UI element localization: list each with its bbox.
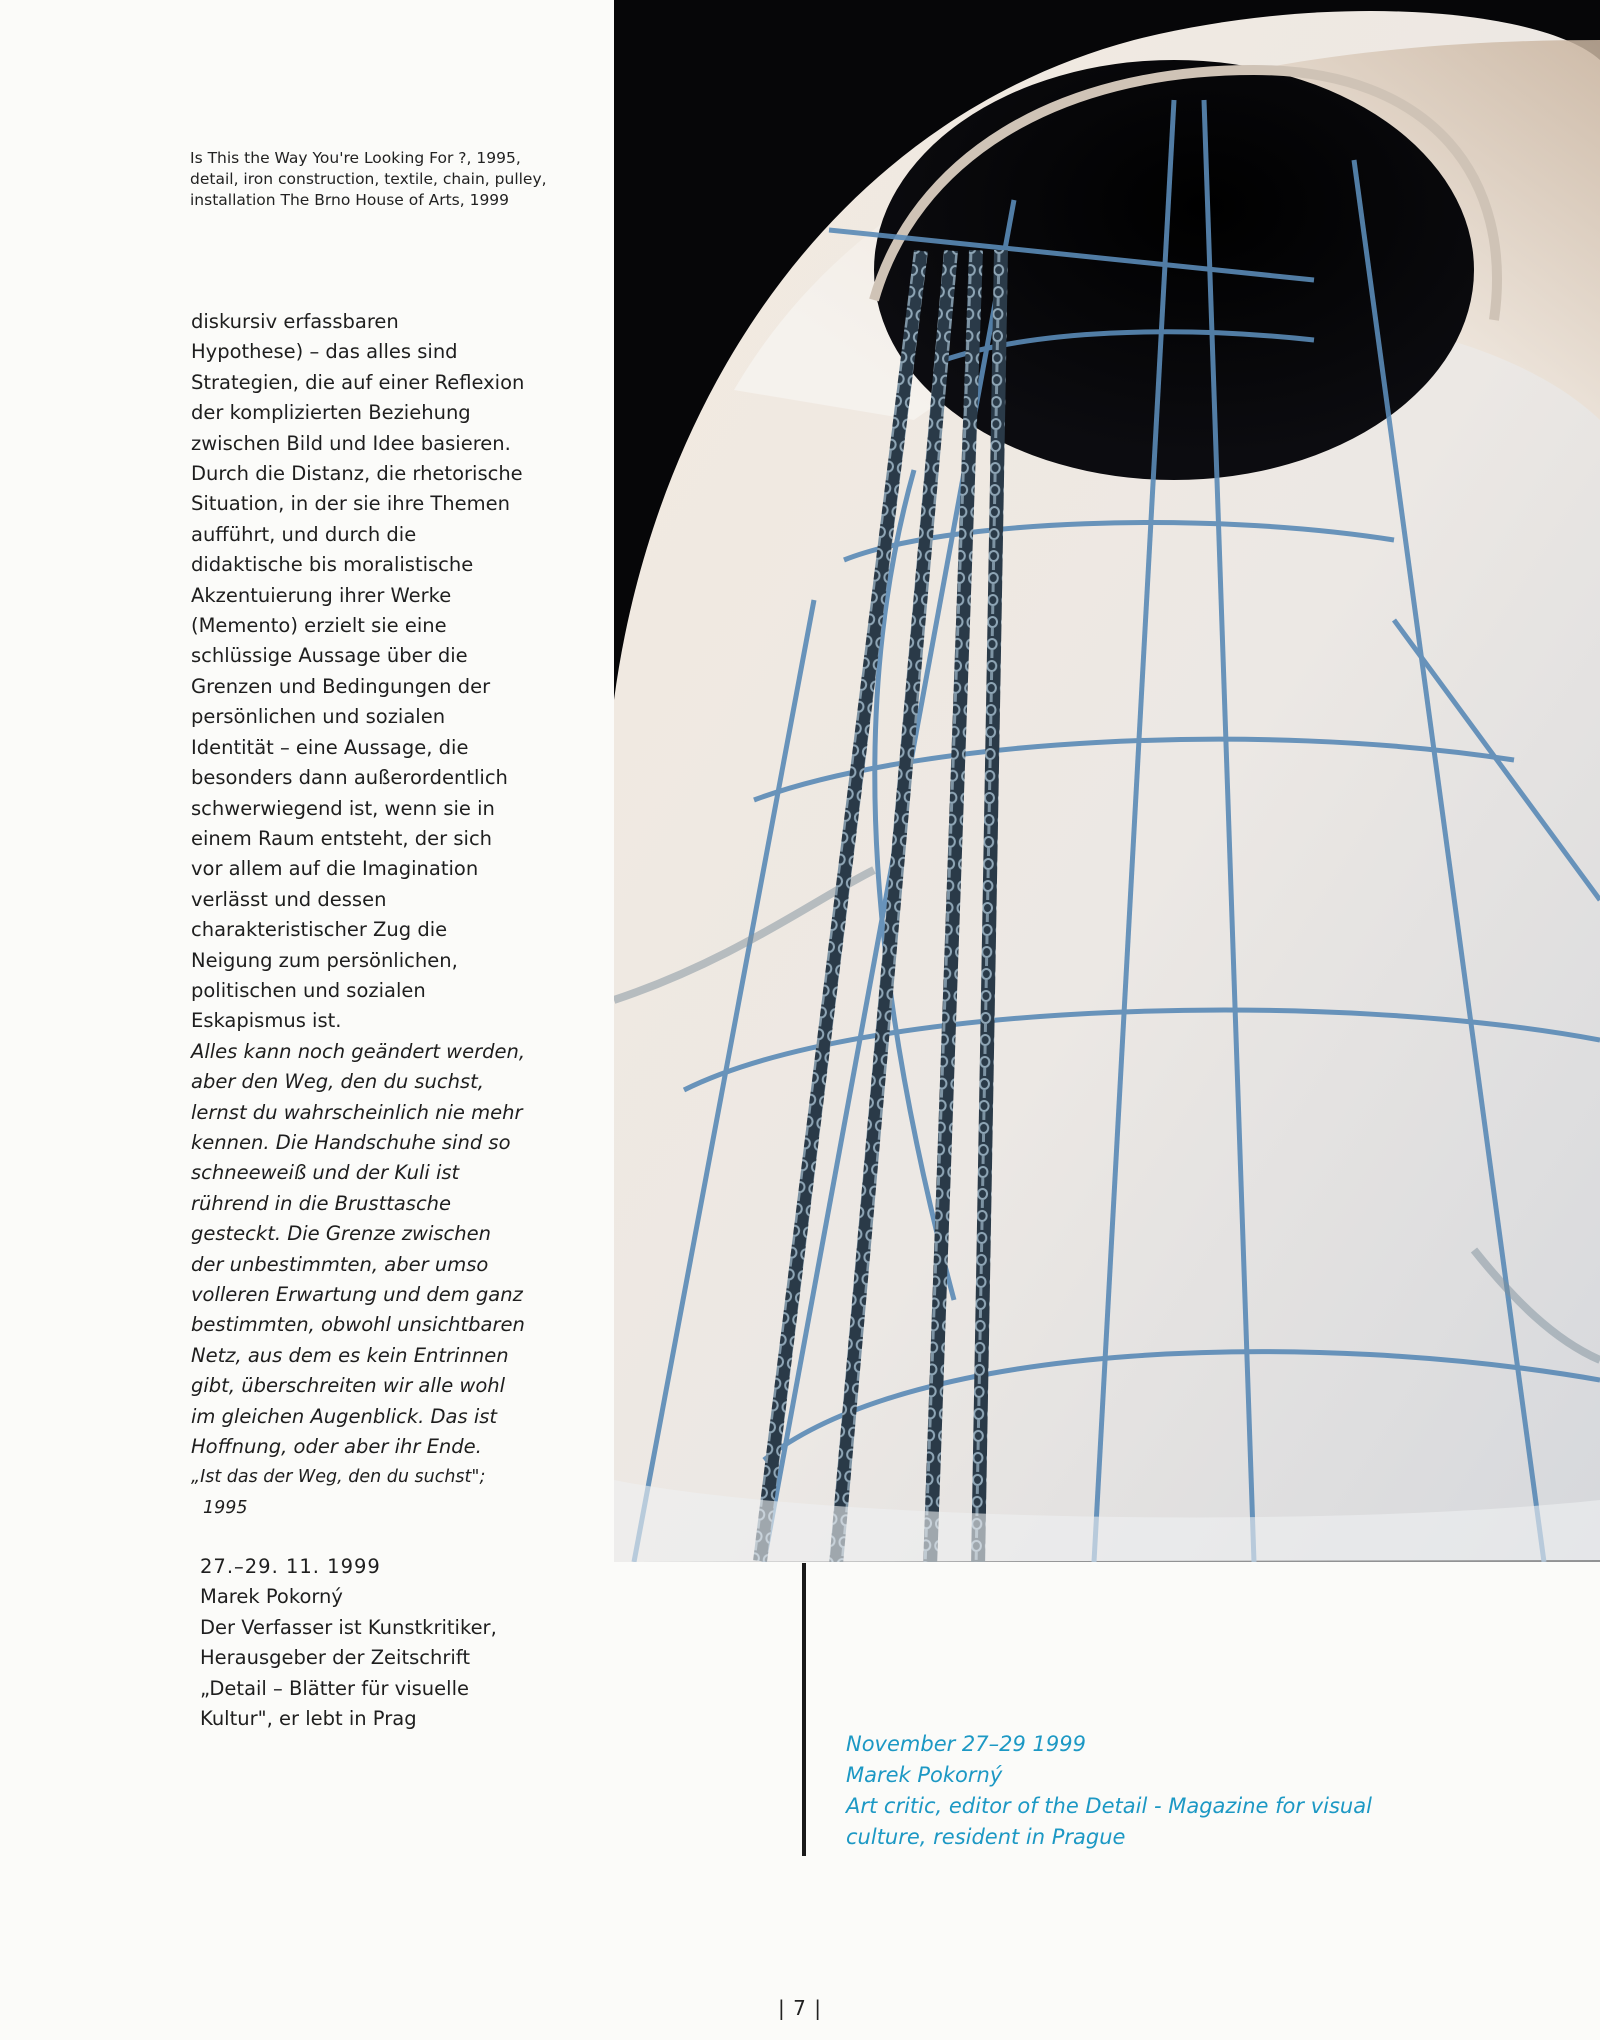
- text-line: Situation, in der sie ihre Themen: [191, 492, 511, 516]
- text-line: der komplizierten Beziehung: [191, 401, 471, 425]
- quote-line: volleren Erwartung und dem ganz: [191, 1283, 523, 1306]
- german-essay-text: [191, 307, 591, 1523]
- text-line: didaktische bis moralistische: [191, 553, 474, 577]
- text-line: diskursiv erfassbaren: [191, 310, 399, 333]
- quote-line: gesteckt. Die Grenze zwischen: [191, 1222, 491, 1246]
- quote-line: Netz, aus dem es kein Entrinnen: [191, 1343, 509, 1367]
- text-line: Strategien, die auf einer Reflexion: [191, 370, 525, 394]
- text-line: Durch die Distanz, die rhetorische: [191, 462, 523, 486]
- caption-line: installation The Brno House of Arts, 1999: [190, 191, 510, 209]
- caption-line: detail, iron construction, textile, chain, pulley,: [190, 170, 547, 188]
- text-line: politischen und sozialen: [191, 978, 426, 1002]
- text-line: schwerwiegend ist, wenn sie in: [191, 796, 495, 820]
- quote-line: Hoffnung, oder aber ihr Ende.: [191, 1435, 482, 1459]
- author-name: Marek Pokorný: [200, 1585, 343, 1609]
- text-line: Identität – eine Aussage, die: [191, 735, 469, 759]
- text-line: Eskapismus ist.: [191, 1009, 342, 1033]
- text-line: Grenzen und Bedingungen der: [191, 674, 491, 698]
- german-author-block: [200, 1552, 590, 1734]
- quote-line: rührend in die Brusttasche: [191, 1191, 452, 1215]
- text-line: aufführt, und durch die: [191, 522, 417, 546]
- quote-line: Alles kann noch geändert werden,: [191, 1039, 526, 1063]
- artwork-illustration: [614, 0, 1600, 1562]
- english-bio-line: Art critic, editor of the Detail - Magazine for visual: [846, 1794, 1372, 1818]
- page-number: | 7 |: [778, 1996, 822, 2020]
- text-line: einem Raum entsteht, der sich: [191, 826, 493, 850]
- divider-line: [802, 1563, 806, 1856]
- author-bio-line: „Detail – Blätter für visuelle: [200, 1676, 469, 1700]
- quote-line: kennen. Die Handschuhe sind so: [191, 1130, 511, 1154]
- quote-line: der unbestimmten, aber umso: [191, 1252, 489, 1276]
- photo-caption: [190, 148, 590, 211]
- english-bio-line: culture, resident in Prague: [846, 1825, 1126, 1849]
- quote-line: aber den Weg, den du suchst,: [191, 1070, 484, 1094]
- text-line: Hypothese) – das alles sind: [191, 340, 458, 364]
- text-line: (Memento) erzielt sie eine: [191, 614, 447, 638]
- text-line: charakteristischer Zug die: [191, 918, 448, 942]
- quote-source: „Ist das der Weg, den du suchst";: [191, 1467, 486, 1488]
- caption-line: Is This the Way You're Looking For ?, 1995,: [190, 149, 521, 167]
- quote-line: bestimmten, obwohl unsichtbaren: [191, 1313, 525, 1337]
- text-line: persönlichen und sozialen: [191, 705, 446, 729]
- author-date: 27.–29. 11. 1999: [200, 1555, 381, 1578]
- quote-line: lernst du wahrscheinlich nie mehr: [191, 1100, 523, 1124]
- text-line: vor allem auf die Imagination: [191, 857, 479, 881]
- quote-line: im gleichen Augenblick. Das ist: [191, 1404, 498, 1428]
- quote-year: 1995: [203, 1497, 248, 1518]
- quote-line: gibt, überschreiten wir alle wohl: [191, 1374, 506, 1398]
- text-line: schlüssige Aussage über die: [191, 644, 468, 668]
- english-date: November 27–29 1999: [846, 1732, 1086, 1756]
- quote-line: schneeweiß und der Kuli ist: [191, 1161, 460, 1185]
- english-author-block: [846, 1729, 1546, 1853]
- author-bio-line: Herausgeber der Zeitschrift: [200, 1646, 470, 1670]
- text-line: Neigung zum persönlichen,: [191, 948, 458, 972]
- text-line: Akzentuierung ihrer Werke: [191, 583, 452, 607]
- artwork-photo: [614, 0, 1600, 1562]
- english-author-name: Marek Pokorný: [846, 1763, 1003, 1787]
- text-line: verlässt und dessen: [191, 887, 387, 911]
- text-line: zwischen Bild und Idee basieren.: [191, 431, 511, 455]
- author-bio-line: Der Verfasser ist Kunstkritiker,: [200, 1615, 497, 1639]
- text-line: besonders dann außerordentlich: [191, 766, 508, 790]
- author-bio-line: Kultur", er lebt in Prag: [200, 1707, 417, 1731]
